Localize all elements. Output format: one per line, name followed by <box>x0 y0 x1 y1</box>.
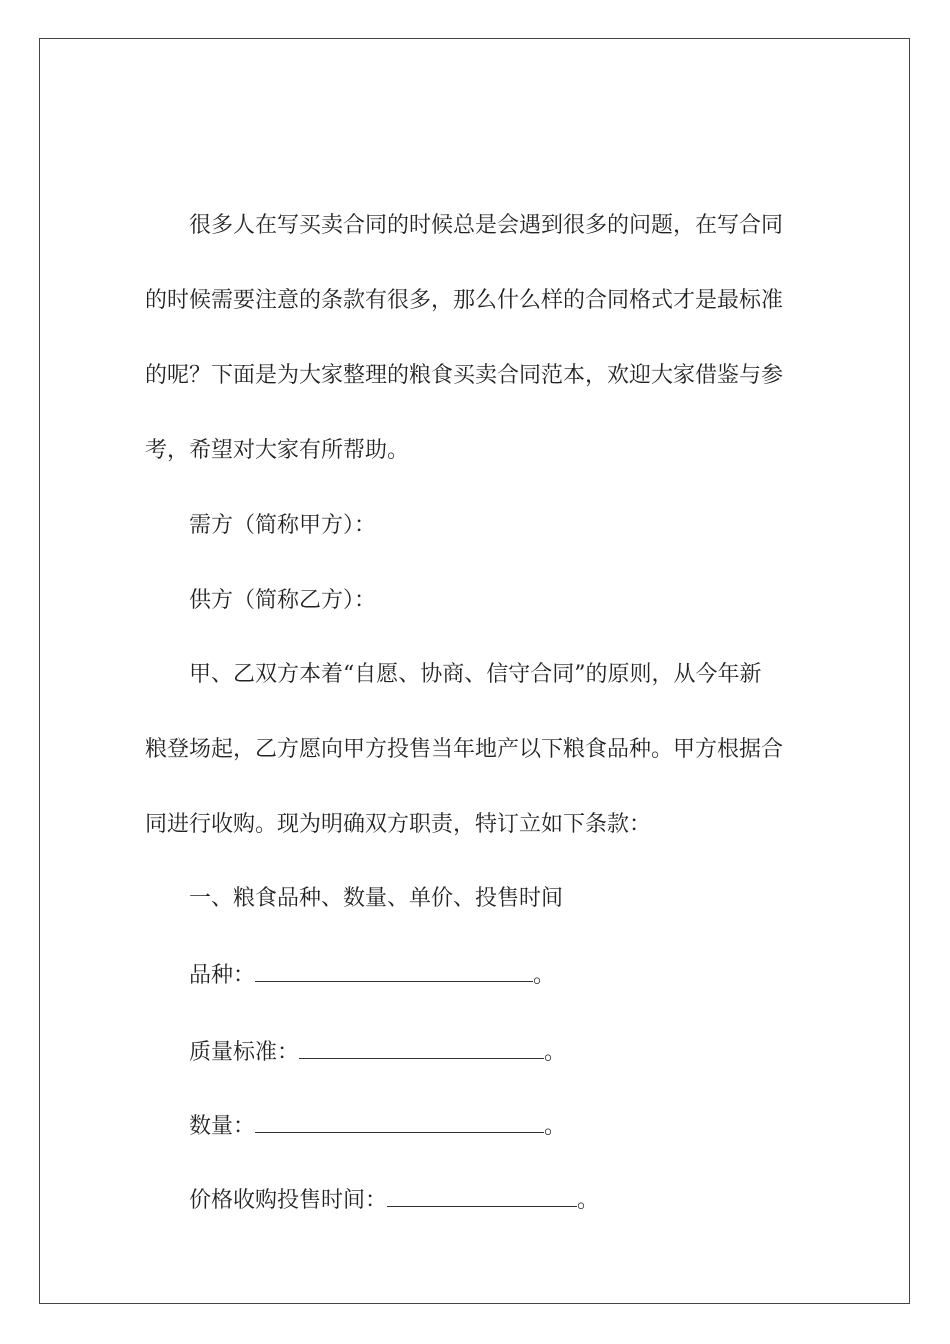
seller-line: 供方（简称乙方）： <box>189 588 377 613</box>
field-price-time <box>189 1184 839 1216</box>
principle-line-3: 同进行收购。现为明确双方职责，特订立如下条款： <box>145 812 652 837</box>
intro-line-4: 考，希望对大家有所帮助。 <box>145 438 410 463</box>
field-variety <box>189 959 839 991</box>
field-price-time-label: 价格收购投售时间： <box>189 1188 388 1213</box>
field-variety-blank[interactable] <box>255 959 533 982</box>
principle-line-2: 粮登场起，乙方愿向甲方投售当年地产以下粮食品种。甲方根据合 <box>145 737 784 762</box>
field-quality-blank[interactable] <box>299 1036 544 1059</box>
field-variety-end: 。 <box>533 963 556 988</box>
field-variety-label: 品种： <box>189 963 256 988</box>
field-quantity-blank[interactable] <box>255 1110 544 1133</box>
section-1-heading: 一、粮食品种、数量、单价、投售时间 <box>189 886 564 911</box>
field-quantity-end: 。 <box>544 1114 567 1139</box>
principle-line-1: 甲、乙双方本着“自愿、协商、信守合同”的原则，从今年新 <box>189 662 762 687</box>
buyer-line: 需方（简称甲方）： <box>189 513 377 538</box>
field-quality <box>189 1036 839 1068</box>
field-quality-label: 质量标准： <box>189 1040 300 1065</box>
field-quality-end: 。 <box>544 1040 567 1065</box>
intro-line-1: 很多人在写买卖合同的时候总是会遇到很多的问题，在写合同 <box>189 213 784 238</box>
intro-line-2: 的时候需要注意的条款有很多，那么什么样的合同格式才是最标准 <box>145 288 784 313</box>
intro-line-3: 的呢？下面是为大家整理的粮食买卖合同范本，欢迎大家借鉴与参 <box>145 363 784 388</box>
field-price-time-end: 。 <box>577 1188 600 1213</box>
field-price-time-blank[interactable] <box>387 1184 577 1207</box>
field-quantity-label: 数量： <box>189 1114 256 1139</box>
field-quantity <box>189 1110 839 1142</box>
